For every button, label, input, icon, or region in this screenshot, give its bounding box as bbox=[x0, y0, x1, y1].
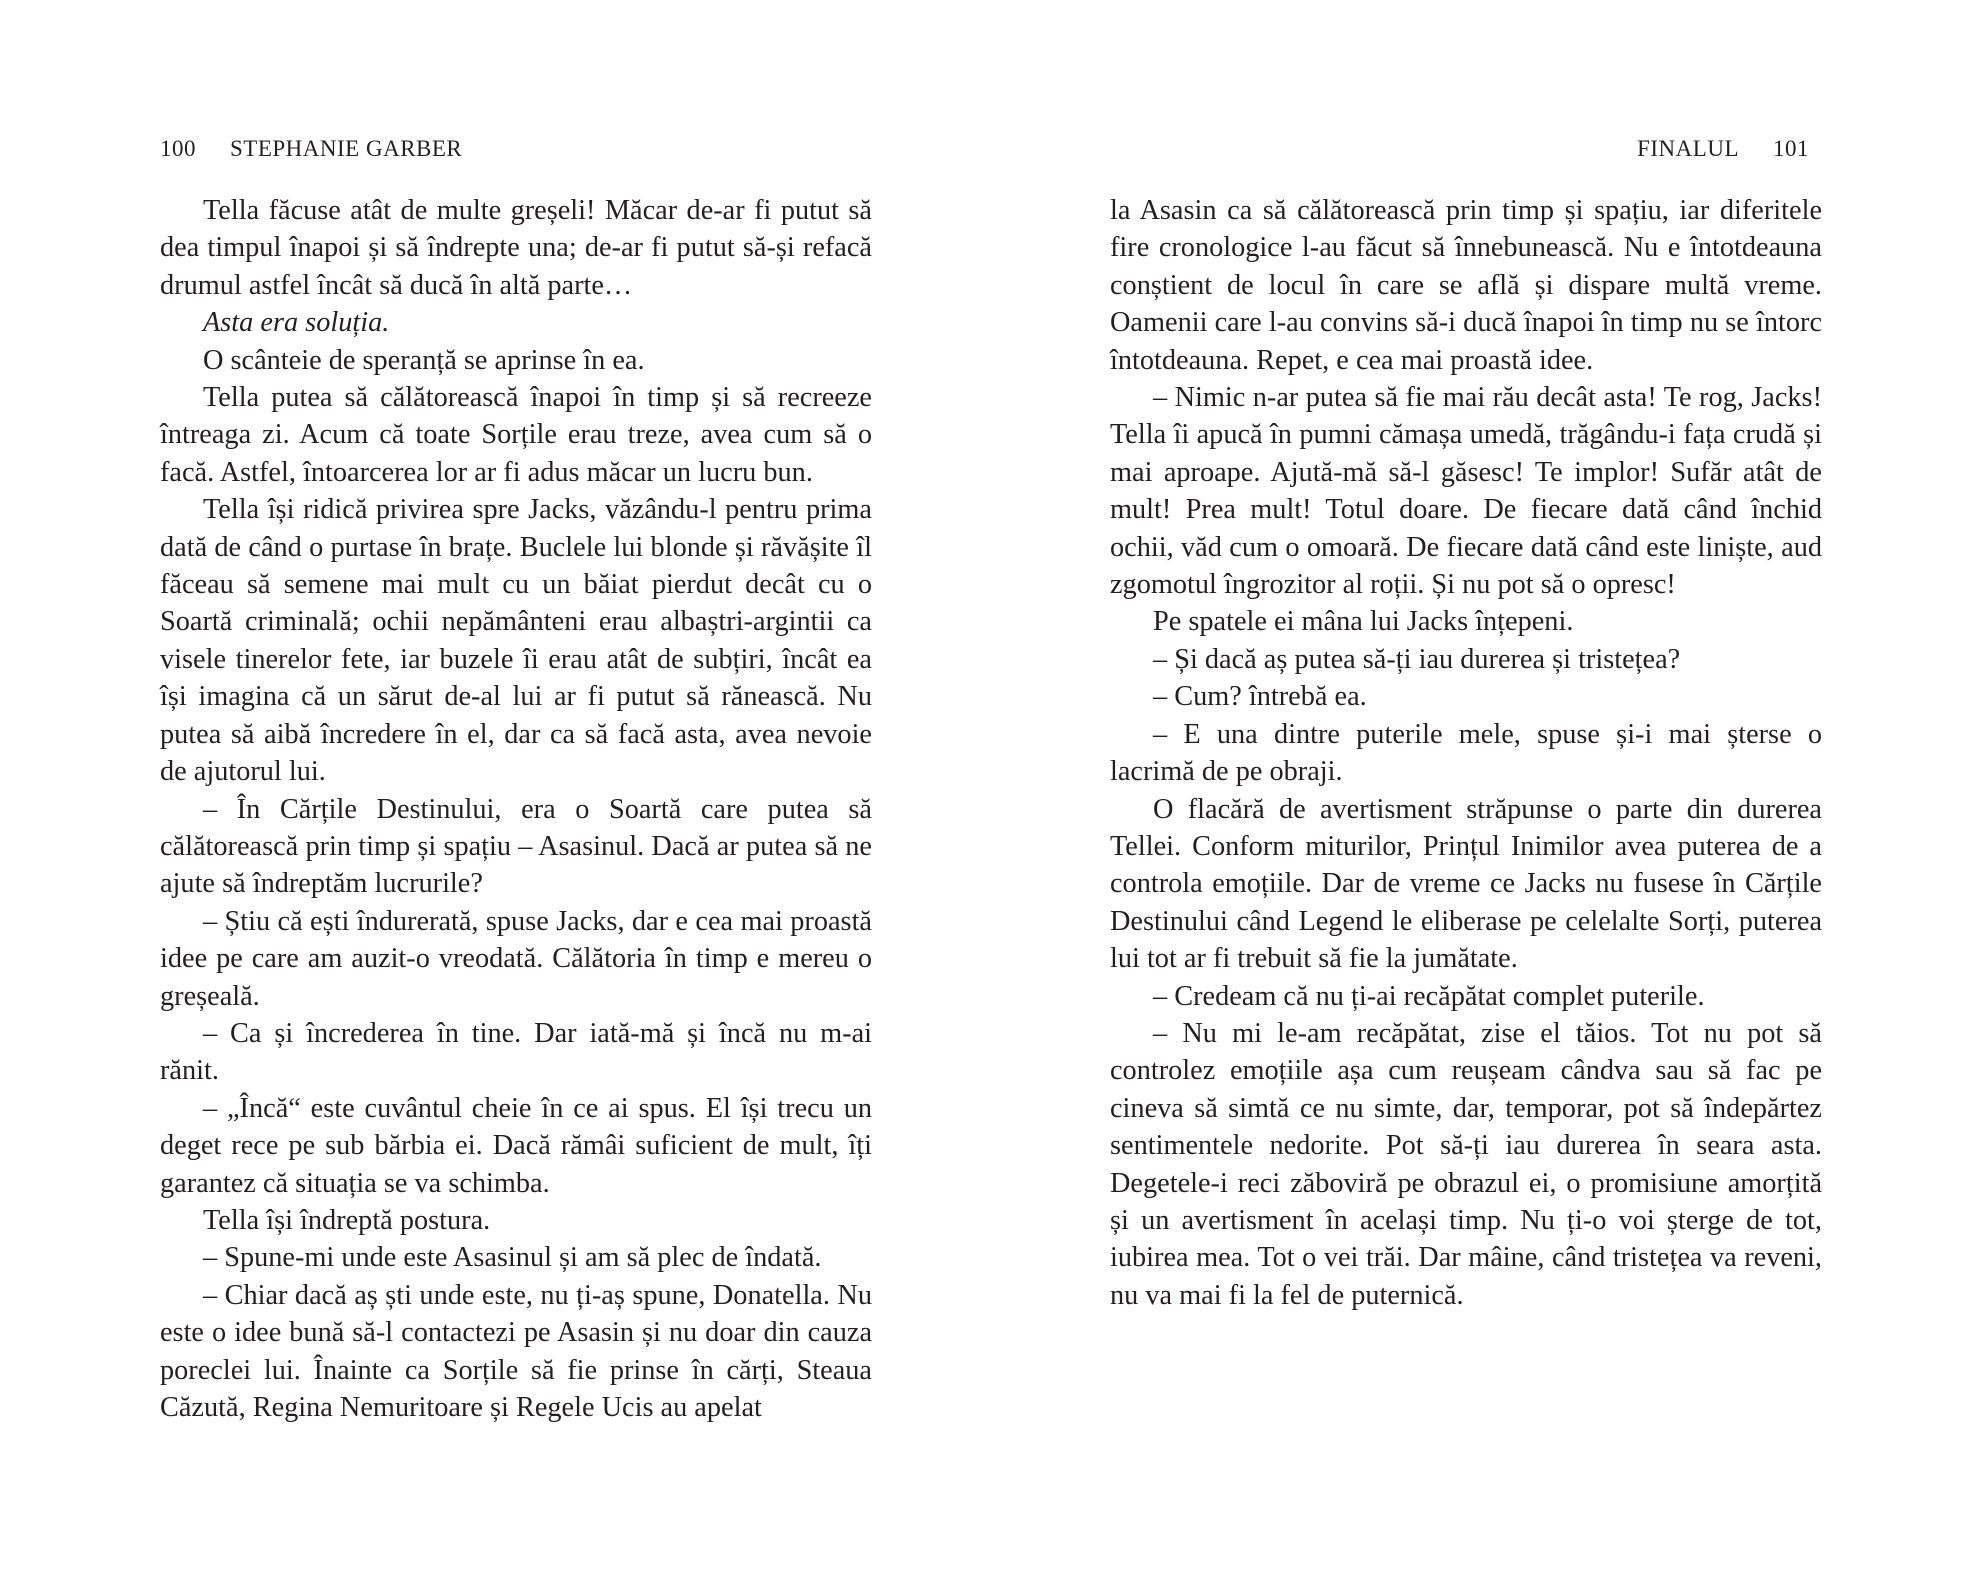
paragraph: – Nimic n-ar putea să fie mai rău decât asta! Te rog, Jacks! Tella îi apucă în pumni cămașa umedă, trăgându-i fața crudă și mai aproape. Ajută-mă să-l găsesc! Te implor! Sufăr atât de mult! Prea mult! Totul doare. De fiecare dată când închid ochii, văd cum o omoară. De fiecare dată când este liniște, aud zgomotul îngrozitor al roții. Și nu pot să o opresc! bbox=[1110, 382, 1822, 601]
left-text-block bbox=[160, 192, 872, 1426]
paragraph: Tella își ridică privirea spre Jacks, văzându-l pentru prima dată de când o purtase în brațe. Buclele lui blonde și răvășite îl făceau să semene mai mult cu un băiat pierdut decât cu o Soartă criminală; ochii nepământeni erau albaștri-argintii ca visele tinerelor fete, iar buzele îi erau atât de subțiri, încât ea își imagina că un sărut de-al lui ar fi putut să rănească. Nu putea să aibă încredere în el, dar ca să facă asta, avea nevoie de ajutorul lui. bbox=[160, 494, 872, 788]
paragraph: Tella făcuse atât de multe greșeli! Măcar de-ar fi putut să dea timpul înapoi și să îndrepte una; de-ar fi putut să-și refacă drumul astfel încât să ducă în altă parte… bbox=[160, 195, 872, 301]
right-running-head bbox=[1637, 134, 1809, 164]
left-running-head bbox=[160, 134, 462, 164]
author-name: STEPHANIE GARBER bbox=[230, 136, 463, 161]
paragraph: – În Cărțile Destinului, era o Soartă care putea să călătorească prin timp și spațiu – Asasinul. Dacă ar putea să ne ajute să îndreptăm lucrurile? bbox=[160, 793, 872, 900]
paragraph: O flacără de avertisment străpunse o parte din durerea Tellei. Conform miturilor, Prințul Inimilor avea puterea de a controla emoțiile. Dar de vreme ce Jacks nu fusese în Cărțile Destinului când Legend le eliberase pe celelalte Sorți, puterea lui tot ar fi trebuit să fie la jumătate. bbox=[1110, 793, 1822, 975]
right-text-block bbox=[1110, 192, 1822, 1314]
left-page-number: 100 bbox=[160, 136, 196, 161]
paragraph: – Credeam că nu ți-ai recăpătat complet puterile. bbox=[1153, 980, 1705, 1012]
paragraph: Pe spatele ei mâna lui Jacks înțepeni. bbox=[1153, 606, 1574, 638]
paragraph: – Știu că ești îndurerată, spuse Jacks, dar e cea mai proastă idee pe care am auzit-o vreodată. Călătoria în timp e mereu o greșeală. bbox=[160, 905, 872, 1012]
right-page bbox=[985, 0, 1969, 1575]
paragraph: O scânteie de speranță se aprinse în ea. bbox=[203, 344, 645, 376]
paragraph: – Spune-mi unde este Asasinul și am să plec de îndată. bbox=[203, 1242, 822, 1274]
paragraph bbox=[160, 304, 872, 341]
paragraph: – Cum? întrebă ea. bbox=[1153, 681, 1367, 713]
paragraph: – Chiar dacă aș ști unde este, nu ți-aș spune, Donatella. Nu este o idee bună să-l contactezi pe Asasin și nu doar din cauza poreclei lui. Înainte ca Sorțile să fie prinse în cărți, Steaua Căzută, Regina Nemuritoare și Regele Ucis au apelat bbox=[160, 1279, 872, 1423]
paragraph: – Nu mi le-am recăpătat, zise el tăios. Tot nu pot să controlez emoțiile așa cum reușeam cândva sau să fac pe cineva să simtă ce nu simte, dar, temporar, pot să îndepărtez sentimentele nedorite. Pot să-ți iau durerea în seara asta. Degetele-i reci zăboviră pe obrazul ei, o promisiune amorțită și un avertisment în același timp. Nu ți-o voi șterge de tot, iubirea mea. Tot o vei trăi. Dar mâine, când tristețea va reveni, nu va mai fi la fel de puternică. bbox=[1110, 1017, 1822, 1311]
book-title: FINALUL bbox=[1637, 136, 1739, 161]
paragraph: – „Încă“ este cuvântul cheie în ce ai spus. El își trecu un deget rece pe sub bărbia ei. Dacă rămâi suficient de mult, îți garantez că situația se va schimba. bbox=[160, 1092, 872, 1199]
paragraph: – Și dacă aș putea să-ți iau durerea și tristețea? bbox=[1153, 643, 1681, 675]
right-page-number: 101 bbox=[1773, 136, 1809, 161]
italic-line: Asta era soluția. bbox=[203, 307, 390, 339]
paragraph: – Ca și încrederea în tine. Dar iată-mă și încă nu m-ai rănit. bbox=[160, 1017, 872, 1087]
paragraph: – E una dintre puterile mele, spuse și-i mai șterse o lacrimă de pe obraji. bbox=[1110, 718, 1822, 788]
paragraph-continued: la Asasin ca să călătorească prin timp și spațiu, iar diferitele fire cronologice l-au făcut să înnebunească. Nu e întotdeauna conștient de locul în care se află și dispare multă vreme. Oamenii care l-au convins să-i ducă înapoi în timp nu se întorc întotdeauna. Repet, e cea mai proastă idee. bbox=[1110, 195, 1822, 376]
paragraph: Tella putea să călătorească înapoi în timp și să recreeze întreaga zi. Acum că toate Sorțile erau treze, avea cum să o facă. Astfel, întoarcerea lor ar fi adus măcar un lucru bun. bbox=[160, 382, 872, 488]
paragraph: Tella își îndreptă postura. bbox=[203, 1204, 491, 1236]
